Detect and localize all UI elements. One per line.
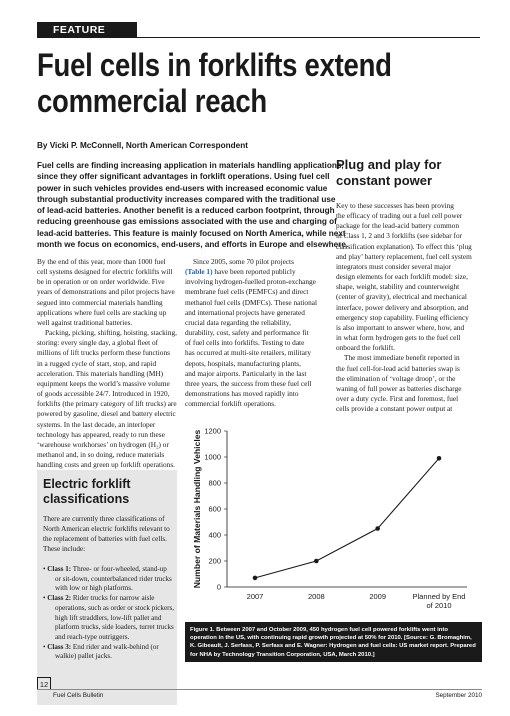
list-item: • Class 1: Three- or four-wheeled, stand-up [43,565,167,573]
body-line: in a rugged cycle of start, stop, and rapid [37,358,157,368]
body-line: cell systems designed for electric forklifts will [37,267,173,277]
footer-rule [37,689,482,690]
lead-paragraph [37,160,349,250]
section-heading-line: constant power [336,173,433,188]
x-tick-label: 2007 [246,592,264,601]
body-column-3 [336,201,484,414]
body-line: millions of lift trucks perform these functions [37,348,170,358]
body-line: (center of gravity), electrical and mechanical [336,292,467,302]
list-item: • Class 3: End rider and walk-behind (or [43,642,159,651]
body-line: forklifts (the primary category of lift trucks) are [37,399,177,409]
body-line: waning of full power as batteries discharge [336,383,462,393]
body-line: applications where fuel cells are stacking up [37,307,167,317]
body-line: of fuel cells into forklifts. Testing to date [185,338,305,348]
y-tick-label: 1000 [204,452,221,462]
body-column-1 [37,257,177,470]
body-line: commercial forklift operations. [185,399,276,409]
body-line: powered by gasoline, diesel and battery electric [37,409,176,419]
x-tick-label: 2008 [307,592,325,601]
body-line: depots, hospitals, manufacturing plants, [185,358,301,368]
body-line: is also important to answer where, how, and [336,322,465,332]
data-point [375,526,380,531]
sidebar-intro-line: These include: [43,545,86,554]
body-line: classification explanation). To effect this ‘plug [336,241,472,251]
lead-line: since they offer significant advantages in forklift operations. Using fuel cell [37,172,330,182]
data-point [437,456,442,461]
body-line: cells provide a constant power output at [336,404,453,414]
body-line: years of demonstrations and pilot projects have [37,287,175,297]
list-item-line: and reach-type outriggers. [55,632,130,641]
caption-line: for NHA by Technology Transition Corporation, USA, March 2010.] [190,651,375,658]
body-line: demonstrations has moved rapidly into [185,389,299,399]
section-heading-line: Plug and play for [336,157,442,172]
body-line: has occurred at multi-site retailers, military [185,348,312,358]
body-line: and international projects have generated [185,307,305,317]
sidebar-intro-line: the replacement of batteries with fuel cells. [43,535,167,544]
body-line: equipment keeps the world’s massive volume [37,378,170,388]
headline [37,47,420,119]
y-tick-label: 1200 [204,426,221,436]
body-line: and major airports. Particularly in the last [185,368,307,378]
body-line: over a duty cycle. First and foremost, fuel [336,393,459,403]
byline: By Vicki P. McConnell, North American Correspondent [37,141,248,150]
body-line: Packing, picking, shifting, hoisting, stacking, [45,328,177,338]
lead-line: power in such vehicles provides end-users with increased economic value [37,183,328,193]
caption-line: Figure 1. Between 2007 and October 2009, 450 hydrogen fuel cell powered forklifts went into [190,627,448,633]
section-heading [336,157,441,189]
y-tick-label: 200 [208,556,221,566]
body-line: emergency stop capability. Fueling efficiency [336,312,469,322]
chart-svg [185,425,482,625]
body-line: membrane fuel cells (PEMFCs) and direct [185,287,309,297]
body-line: The most immediate benefit reported in [344,353,460,363]
list-item-line: platform trucks, side loaders, turret trucks [55,623,174,632]
x-tick-label: 2009 [369,592,387,601]
body-line: methanol fuel cells (DMFCs). These national [185,297,317,307]
body-line: handling costs and green up forklift operations. [37,460,175,470]
body-line: in what form hydrogen gets to the fuel cell [336,333,461,343]
y-tick-label: 800 [208,478,221,488]
body-line: in Class 1, 2 and 3 forklifts (see sidebar for [336,231,463,241]
caption-line: K. Gibeault, J. Serfass, P. Serfass and E. Wagner: Hydrogen and fuel cells: US market report. Prepared [190,643,476,650]
class-term: Class 3: [47,642,72,651]
y-axis-label: Number of Materials Handling Vehicles [192,429,202,589]
list-item-text: Rider trucks for narrow aisle [71,594,155,603]
sidebar-class-list [43,565,174,662]
body-line: systems. In the last decade, an interloper [37,419,156,429]
caption-line: operation in the US, with continuing rapid growth projected at 50% for 2010. [Source: G. Bromaghim, [190,635,472,642]
body-line: Key to these successes has been proving [336,201,454,210]
list-item: • Class 2: Rider trucks for narrow aisle [43,594,155,603]
body-line: the fuel cell-for-lead acid batteries swap is [336,363,460,373]
body-line: technology has appeared, ready to run these [37,429,165,439]
body-line: integrators must consider several major [336,261,452,271]
list-item-line: operations, such as order or stock pickers, [55,603,174,612]
body-line: storing: every single day, a global fleet of [37,338,159,348]
body-line-text: have been reported publicly [214,267,296,277]
list-item-line: or sit-down, counterbalanced rider trucks [55,574,172,583]
data-point [253,576,258,581]
body-line [185,267,325,277]
x-tick-label: Planned by End of 2010 [412,592,466,610]
publication-name: Fuel Cells Bulletin [53,692,104,699]
section-rule [137,37,480,38]
body-line: segued into commercial materials handling [37,297,163,307]
body-line: shape, weight, stability and counterweight [336,282,460,292]
lead-line: of lead-acid batteries. Another benefit is a reduced carbon footprint, through [37,206,335,216]
body-line: be in operation or on order worldwide. Five [37,277,165,287]
list-item-text: End rider and walk-behind (or [71,642,159,651]
lead-line: Fuel cells are finding increasing application in materials handling applications, [37,161,344,170]
sidebar-title-line: Electric forklift [43,477,131,491]
body-line: and play’ battery replacement, fuel cell system [336,251,472,261]
class-term: Class 1: [47,565,72,573]
lead-line: month we focus on economics, end-users, and efforts in Europe and elsewhere. [37,240,349,250]
body-line: three years, the success from these fuel cell [185,378,312,388]
body-line: of goods accessible 24/7. Introduced in 1920, [37,389,170,399]
sidebar-title [43,477,131,507]
body-line: Since 2005, some 70 pilot projects [193,257,294,266]
issue-date: September 2010 [435,692,482,699]
table-reference-link[interactable]: (Table 1) [185,267,213,277]
y-tick-label: 600 [208,504,221,514]
data-point [314,559,319,564]
sidebar-intro [43,514,170,554]
lead-line: reducing greenhouse gas emissions associated with the use and charging of [37,217,337,227]
body-line: By the end of this year, more than 1000 fuel [37,257,166,266]
body-line: ‘warehouse workhorses’ on hydrogen (H₂) or [37,439,169,449]
body-line: onboard the forklift. [336,343,395,353]
lead-line: lead-acid batteries. This feature is mainly focused on North America, while next [37,228,346,238]
body-line: the elimination of ‘voltage droop’, or the [336,373,456,383]
headline-line: commercial reach [37,83,267,119]
body-line: acceleration. This materials handling (MH) [37,368,164,378]
body-line: the efficacy of trading out a fuel cell power [336,211,463,221]
headline-line: Fuel cells in forklifts extend [37,47,392,83]
series-line [255,458,439,578]
sidebar-title-line: classifications [43,492,130,506]
class-term: Class 2: [47,594,72,603]
list-item-line: high lift straddlers, low-lift pallet and [55,613,162,622]
body-line: package for the lead-acid battery common [336,221,459,231]
forklift-growth-chart [185,425,482,625]
lead-line: through substantial productivity increases compared with the traditional use [37,194,336,204]
body-line: methanol and, in so doing, reduce materials [37,449,165,459]
list-item-line: walkie) pallet jacks. [55,652,112,661]
y-tick-label: 0 [216,582,221,592]
list-item-line: with low or high platforms. [55,584,133,593]
page-number: 12 [37,677,51,690]
figure-caption [185,622,482,662]
body-line: involving hydrogen-fuelled proton-exchange [185,277,316,287]
sidebar-intro-line: North American electric forklifts relevant to [43,525,170,534]
body-line: well against traditional batteries. [37,317,133,327]
body-line: crucial data regarding the reliability, [185,317,291,327]
y-tick-label: 400 [208,530,221,540]
body-column-2 [185,257,325,409]
section-tag: FEATURE [37,22,137,38]
sidebar-intro-line: There are currently three classifications of [43,515,165,523]
body-line: interface, power delivery and absorption, and [336,302,469,312]
body-line: durability, cost, safety and performance fit [185,328,309,338]
body-line: design elements for each forklift model: size, [336,272,468,282]
list-item-text: Three- or four-wheeled, stand-up [71,565,167,573]
